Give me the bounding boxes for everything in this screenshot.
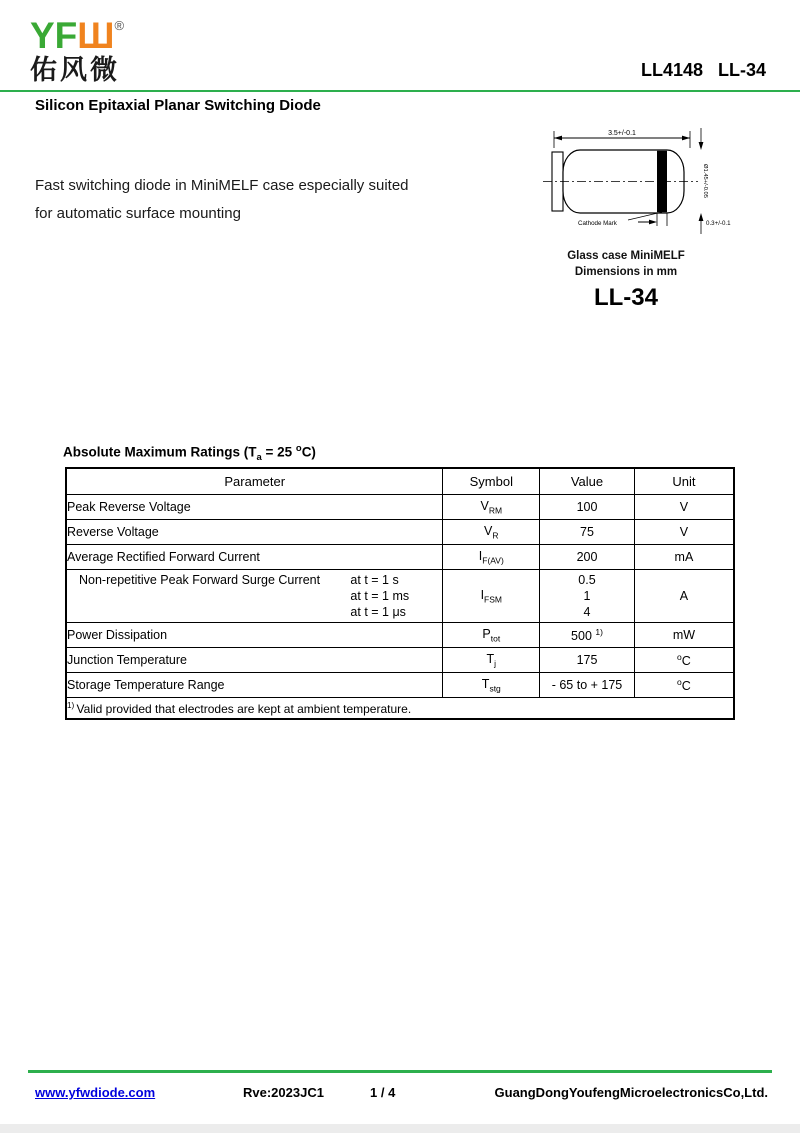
dim-diameter-label: Ø1.45+/-0.05 bbox=[702, 163, 708, 199]
surge-value: 0.5 bbox=[578, 573, 596, 587]
param-cell: Reverse Voltage bbox=[66, 520, 443, 545]
param-cell: Junction Temperature bbox=[66, 648, 443, 673]
arrow-left-icon bbox=[554, 136, 562, 141]
yfw-logo bbox=[30, 8, 124, 86]
figure-caption-case: Glass case MiniMELF bbox=[567, 250, 685, 262]
value-cell: 200 bbox=[540, 545, 635, 570]
unit-cell: $^o$C bbox=[634, 673, 734, 698]
ratings-section-title: Absolute Maximum Ratings ($T_a = 25$ $^o$C) bbox=[63, 443, 316, 464]
table-row bbox=[66, 495, 734, 520]
page-number: 1 / 4 bbox=[370, 1085, 396, 1100]
dim-band-label: 0.3+/-0.1 bbox=[706, 220, 731, 227]
logo-chinese-name: 佑风微 bbox=[30, 55, 120, 85]
company-name: GuangDongYoufengMicroelectronicsCo,Ltd. bbox=[494, 1085, 768, 1100]
symbol-cell: $V_R$ bbox=[443, 520, 540, 545]
table-header-row bbox=[66, 468, 734, 495]
ratings-table bbox=[65, 467, 735, 720]
figure-caption-dims: Dimensions in mm bbox=[574, 266, 678, 278]
description-line-1: Fast switching diode in MiniMELF case especially suited bbox=[35, 177, 409, 194]
unit-cell: mW bbox=[634, 623, 734, 648]
param-cell: Power Dissipation bbox=[66, 623, 443, 648]
value-cell: 75 bbox=[540, 520, 635, 545]
description-paragraph bbox=[35, 172, 409, 228]
registered-mark-icon: ® bbox=[114, 18, 125, 33]
page-bottom-edge bbox=[0, 1124, 800, 1133]
surge-value: 1 bbox=[583, 589, 591, 603]
col-header-unit: Unit bbox=[634, 468, 734, 495]
unit-cell: V bbox=[634, 520, 734, 545]
value-cell: 175 bbox=[540, 648, 635, 673]
logo-yf-text: YF bbox=[30, 15, 78, 56]
description-line-2: for automatic surface mounting bbox=[35, 205, 241, 222]
col-header-parameter: Parameter bbox=[66, 468, 443, 495]
part-number-title: LL4148 LL-34 bbox=[640, 60, 766, 80]
footer-divider bbox=[28, 1070, 772, 1073]
header-divider bbox=[0, 90, 800, 92]
param-cell: Peak Reverse Voltage bbox=[66, 495, 443, 520]
surge-value: 4 bbox=[583, 605, 591, 619]
surge-param-label: Non-repetitive Peak Forward Surge Current bbox=[79, 573, 321, 587]
unit-cell: V bbox=[634, 495, 734, 520]
table-row bbox=[66, 648, 734, 673]
figure-captions bbox=[520, 248, 732, 280]
symbol-cell: $P_{tot}$ bbox=[443, 623, 540, 648]
value-cell: - 65 to + 175 bbox=[540, 673, 635, 698]
unit-cell: A bbox=[634, 570, 734, 623]
surge-conditions bbox=[350, 572, 436, 620]
table-row bbox=[66, 673, 734, 698]
table-row-surge bbox=[66, 570, 734, 623]
col-header-value: Value bbox=[540, 468, 635, 495]
page-subtitle: Silicon Epitaxial Planar Switching Diode bbox=[35, 97, 321, 114]
table-row bbox=[66, 623, 734, 648]
value-cell bbox=[540, 570, 635, 623]
table-row bbox=[66, 545, 734, 570]
param-cell bbox=[66, 570, 443, 623]
package-outline-drawing bbox=[538, 126, 750, 249]
symbol-cell: $I_{F(AV)}$ bbox=[443, 545, 540, 570]
revision-label: Rve:2023JC1 bbox=[243, 1085, 324, 1100]
table-footnote: $^{1)}$ Valid provided that electrodes are kept at ambient temperature. bbox=[66, 698, 734, 720]
arrow-up-icon bbox=[699, 213, 704, 221]
value-cell: 100 bbox=[540, 495, 635, 520]
value-cell: 500 $^{1)}$ bbox=[540, 623, 635, 648]
unit-cell: mA bbox=[634, 545, 734, 570]
symbol-cell: $I_{FSM}$ bbox=[443, 570, 540, 623]
package-name: LL-34 bbox=[593, 284, 658, 311]
table-footnote-row bbox=[66, 698, 734, 720]
arrow-right-icon bbox=[682, 136, 690, 141]
col-header-symbol: Symbol bbox=[443, 468, 540, 495]
surge-condition: at t = 1 s bbox=[350, 573, 399, 587]
symbol-cell: $T_j$ bbox=[443, 648, 540, 673]
surge-condition: at t = 1 ms bbox=[350, 589, 410, 603]
param-cell: Average Rectified Forward Current bbox=[66, 545, 443, 570]
param-cell: Storage Temperature Range bbox=[66, 673, 443, 698]
yfw-logo-wordmark bbox=[30, 8, 124, 54]
unit-cell: $^o$C bbox=[634, 648, 734, 673]
arrow-right-icon bbox=[649, 220, 657, 225]
surge-condition: at t = 1 μs bbox=[350, 605, 406, 619]
table-row bbox=[66, 520, 734, 545]
dim-length-label: 3.5+/-0.1 bbox=[608, 130, 636, 137]
cathode-mark-label: Cathode Mark bbox=[578, 220, 617, 227]
arrow-down-icon bbox=[699, 142, 704, 150]
symbol-cell: $T_{stg}$ bbox=[443, 673, 540, 698]
logo-w-glyph: Ш bbox=[77, 15, 115, 56]
symbol-cell: $V_{RM}$ bbox=[443, 495, 540, 520]
website-link[interactable]: www.yfwdiode.com bbox=[35, 1085, 156, 1100]
